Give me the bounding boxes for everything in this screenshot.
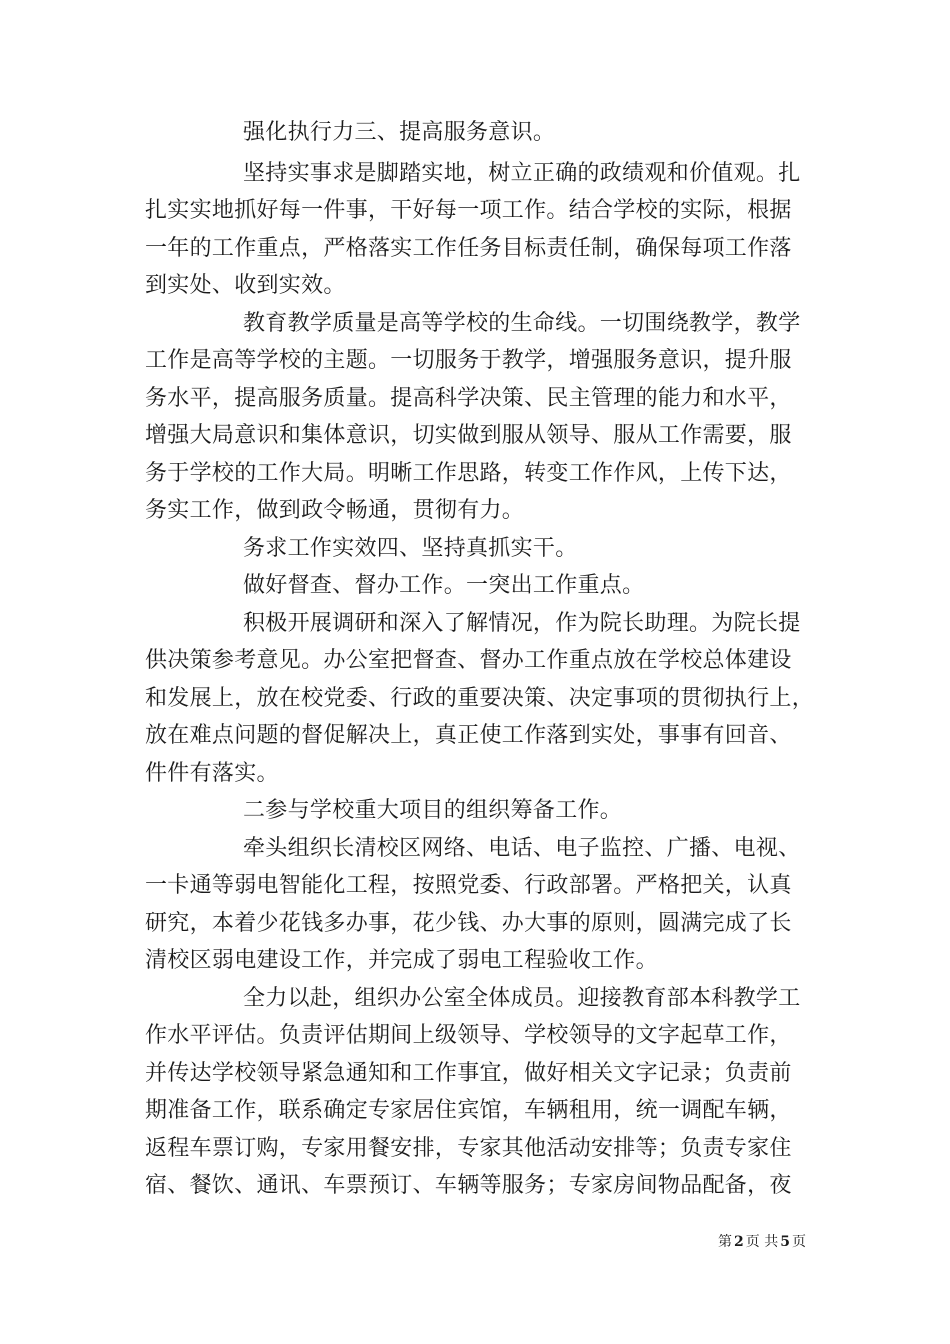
page-number-footer [718, 1233, 806, 1251]
body-text-line: 工作是高等学校的主题。一切服务于教学，增强服务意识，提升服 [145, 348, 792, 373]
body-text-line: 扎实实地抓好每一件事，干好每一项工作。结合学校的实际，根据 [145, 198, 792, 223]
page-footer-suffix: 页 [792, 1234, 806, 1250]
body-text-line: 增强大局意识和集体意识，切实做到服从领导、服从工作需要，服 [145, 423, 792, 448]
body-text-line: 期准备工作，联系确定专家居住宾馆，车辆租用，统一调配车辆， [145, 1098, 792, 1123]
total-page-number: 5 [780, 1234, 790, 1250]
body-text-line: 二参与学校重大项目的组织筹备工作。 [243, 798, 623, 823]
body-text-line: 件件有落实。 [145, 761, 279, 786]
body-text-line: 牵头组织长清校区网络、电话、电子监控、广播、电视、 [243, 836, 801, 861]
body-text-line: 务水平，提高服务质量。提高科学决策、民主管理的能力和水平， [145, 386, 792, 411]
body-text-line: 务求工作实效四、坚持真抓实干。 [243, 536, 578, 561]
body-text-line: 放在难点问题的督促解决上，真正使工作落到实处，事事有回音、 [145, 723, 792, 748]
body-text-line: 清校区弱电建设工作，并完成了弱电工程验收工作。 [145, 948, 658, 973]
body-text-line: 强化执行力三、提高服务意识。 [243, 120, 556, 145]
body-text-line: 到实处、收到实效。 [145, 273, 346, 298]
body-text-line: 宿、餐饮、通讯、车票预订、车辆等服务；专家房间物品配备，夜 [145, 1173, 792, 1198]
body-text-line: 务实工作，做到政令畅通，贯彻有力。 [145, 498, 525, 523]
body-text-line: 一年的工作重点，严格落实工作任务目标责任制，确保每项工作落 [145, 236, 792, 261]
page-footer-middle: 页 共 [745, 1234, 779, 1250]
body-text-line: 积极开展调研和深入了解情况，作为院长助理。为院长提 [243, 611, 801, 636]
body-text-line: 做好督查、督办工作。一突出工作重点。 [243, 573, 645, 598]
body-text-line: 坚持实事求是脚踏实地，树立正确的政绩观和价值观。扎 [243, 161, 801, 186]
body-text-line: 返程车票订购，专家用餐安排，专家其他活动安排等；负责专家住 [145, 1136, 792, 1161]
current-page-number: 2 [734, 1234, 744, 1250]
body-text-line: 和发展上，放在校党委、行政的重要决策、决定事项的贯彻执行上， [145, 686, 815, 711]
body-text-line: 务于学校的工作大局。明晰工作思路，转变工作作风，上传下达， [145, 461, 792, 486]
body-text-line: 全力以赴，组织办公室全体成员。迎接教育部本科教学工 [243, 986, 801, 1011]
body-text-line: 供决策参考意见。办公室把督查、督办工作重点放在学校总体建设 [145, 648, 792, 673]
body-text-line: 一卡通等弱电智能化工程，按照党委、行政部署。严格把关，认真 [145, 873, 792, 898]
body-text-line: 研究，本着少花钱多办事，花少钱、办大事的原则，圆满完成了长 [145, 911, 792, 936]
body-text-line: 作水平评估。负责评估期间上级领导、学校领导的文字起草工作， [145, 1023, 792, 1048]
body-text-line: 并传达学校领导紧急通知和工作事宜，做好相关文字记录；负责前 [145, 1061, 792, 1086]
body-text-line: 教育教学质量是高等学校的生命线。一切围绕教学，教学 [243, 311, 801, 336]
page-footer-prefix: 第 [718, 1234, 733, 1250]
